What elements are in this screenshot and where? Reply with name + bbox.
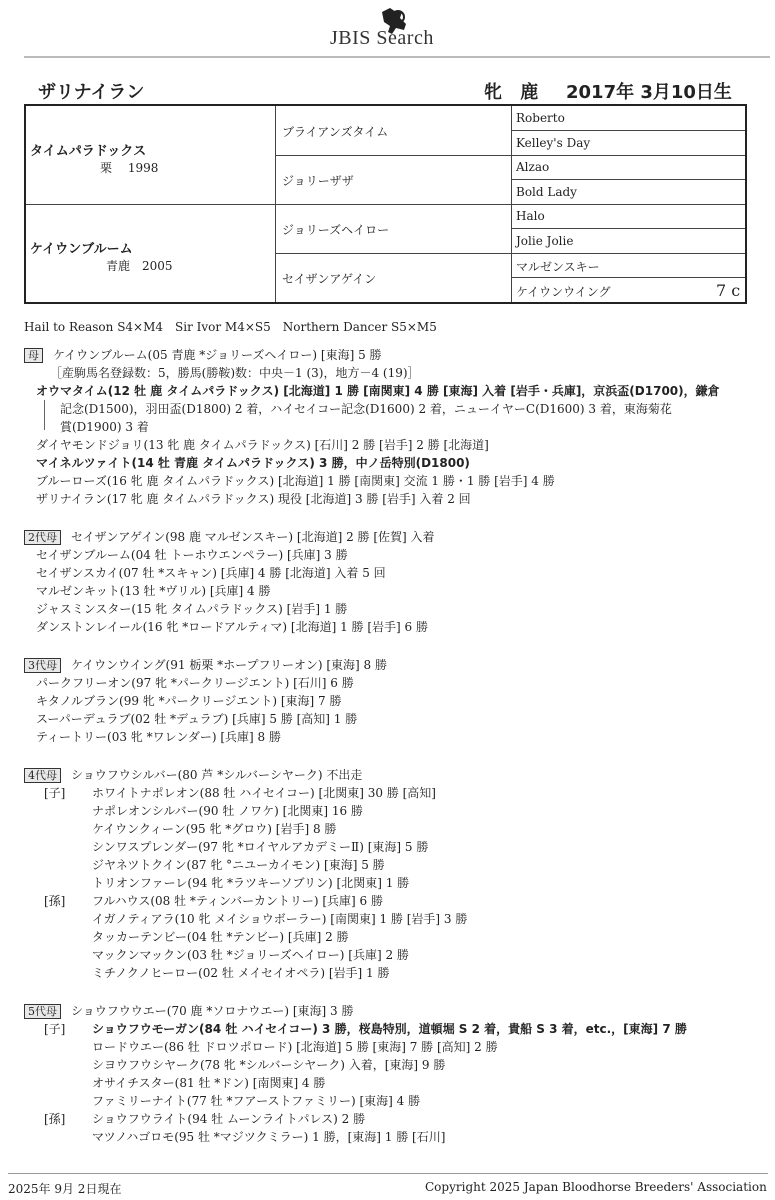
offspring-entry: シンワスプレンダー(97 牝 *ロイヤルアカデミーⅡ) [東海] 5 勝 (92, 840, 429, 854)
offspring-entry: ファミリーナイト(77 牡 *フアーストファミリー) [東海] 4 勝 (92, 1094, 421, 1108)
offspring-entry: セイザンスカイ(07 牡 *スキャン) [兵庫] 4 勝 [北海道] 入着 5 回 (36, 566, 386, 580)
family-number: 7 c (716, 281, 741, 300)
offspring-entry (92, 1020, 687, 1038)
children-label: [子] (44, 786, 66, 800)
horse-sex-color: 牝 鹿 (484, 82, 545, 103)
offspring-entry: スーパーデュラブ(02 牡 *デュラブ) [兵庫] 5 勝 [高知] 1 勝 (36, 712, 358, 726)
offspring-entry: セイザンブルーム(04 牡 トーホウエンペラー) [兵庫] 3 勝 (36, 548, 348, 562)
g3-ancestor[interactable]: Jolie Jolie (516, 234, 574, 248)
dam-sire[interactable]: ジョリーズヘイロー (282, 223, 390, 237)
offspring-entry: シヨウフウシヤーク(78 牝 *シルバーシヤーク) 入着，[東海] 9 勝 (92, 1058, 446, 1072)
section-badge: 5代母 (24, 1004, 61, 1019)
footer-date: 2025年 9月 2日現在 (8, 1182, 122, 1196)
grandchildren-label: [孫] (44, 1112, 66, 1126)
offspring-entry: マックンマックン(03 牡 *ジョリーズヘイロー) [兵庫] 2 勝 (92, 948, 409, 962)
offspring-entry: ダイヤモンドジョリ(13 牝 鹿 タイムパラドックス) [石川] 2 勝 [岩手] 2 勝 [北海道] (36, 438, 489, 452)
g3-ancestor[interactable]: Alzao (516, 160, 550, 174)
sire-sire[interactable]: ブライアンズタイム (282, 125, 389, 139)
inbreeding-info: Hail to Reason S4×M4 Sir Ivor M4×S5 Northern Dancer S5×M5 (24, 320, 437, 334)
offspring-entry: イガノティアラ(10 牝 メイショウボーラー) [南関東] 1 勝 [岩手] 3 勝 (92, 912, 468, 926)
section-3rd-dam-header (24, 656, 387, 674)
section-2nd-dam-header (24, 528, 435, 546)
g3-ancestor[interactable]: マルゼンスキー (516, 260, 600, 274)
dam-dam[interactable]: セイザンアゲイン (282, 272, 377, 286)
offspring-entry: マルゼンキット(13 牡 *ヴリル) [兵庫] 4 勝 (36, 584, 271, 598)
offspring-entry: ショウフウライト(94 牡 ムーンライトパレス) 2 勝 (92, 1112, 366, 1126)
dam-line-entry: ケイウンブルーム(05 青鹿 *ジョリーズヘイロー) [東海] 5 勝 (53, 348, 382, 362)
offspring-entry: ダンストンレイール(16 牝 *ロードアルティマ) [北海道] 1 勝 [岩手] 6 勝 (36, 620, 428, 634)
section-badge: 2代母 (24, 530, 61, 545)
offspring-entry: タッカーテンビー(04 牡 *テンビー) [兵庫] 2 勝 (92, 930, 349, 944)
children-label: [子] (44, 1022, 66, 1036)
g3-ancestor[interactable]: Roberto (516, 111, 565, 125)
offspring-entry: ティートリー(03 牝 *ワレンダー) [兵庫] 8 勝 (36, 730, 281, 744)
sire-color-year: 栗 1998 (100, 161, 159, 175)
offspring-entry: ザリナイラン(17 牝 鹿 タイムパラドックス) 現役 [北海道] 3 勝 [岩手] 入着 2 回 (36, 492, 471, 506)
offspring-entry: オウマタイム(12 牡 鹿 タイムパラドックス) [北海道] 1 勝 [南関東] 4 勝 [東海] 入着 [岩手・兵庫]，京浜盃(D1700)，鎌倉 (36, 384, 720, 398)
header-divider (24, 56, 770, 58)
dam-color-year: 青鹿 2005 (106, 259, 173, 273)
offspring-entry: ホワイトナポレオン(88 牡 ハイセイコー) [北関東] 30 勝 [高知] (92, 786, 436, 800)
offspring-entry: フルハウス(08 牡 *ティンバーカントリー) [兵庫] 6 勝 (92, 894, 383, 908)
offspring-entry: パークフリーオン(97 牝 *パークリージエント) [石川] 6 勝 (36, 676, 354, 690)
indent-bracket (44, 400, 45, 430)
logo-text: JBIS Search (330, 27, 434, 49)
pedigree-table (24, 104, 747, 304)
offspring-entry: マツノハゴロモ(95 牡 *マジツクミラー) 1 勝，[東海] 1 勝 [石川] (92, 1130, 446, 1144)
sire-cell (30, 140, 158, 176)
offspring-entry: トリオンファーレ(94 牝 *ラツキーソブリン) [北関東] 1 勝 (92, 876, 410, 890)
sire-name[interactable]: タイムパラドックス (30, 144, 147, 159)
section-4th-dam-header (24, 766, 362, 784)
offspring-entry: ケイウンクィーン(95 牝 *グロウ) [岩手] 8 勝 (92, 822, 337, 836)
section-badge: 4代母 (24, 768, 61, 783)
offspring-entry: ロードウエー(86 牡 ドロツポロード) [北海道] 5 勝 [東海] 7 勝 [高知] 2 勝 (92, 1040, 498, 1054)
dam-cell (30, 238, 173, 274)
jbis-logo (330, 6, 460, 54)
section-dam-header (24, 346, 382, 364)
horse-birthdate: 2017年 3月10日生 (566, 82, 732, 103)
g3-ancestor[interactable]: Bold Lady (516, 185, 577, 199)
offspring-entry: マイネルツァイト(14 牡 青鹿 タイムパラドックス) 3 勝，中ノ岳特別(D1800) (36, 456, 470, 470)
section-badge: 母 (24, 348, 43, 363)
dam-name[interactable]: ケイウンブルーム (30, 242, 133, 257)
dam-line-entry: ショウフウシルバー(80 芦 *シルバーシヤーク) 不出走 (71, 768, 363, 782)
footer-copyright: Copyright 2025 Japan Bloodhorse Breeders' Association (425, 1180, 767, 1194)
g3-ancestor[interactable]: Halo (516, 209, 545, 223)
g3-ancestor[interactable]: Kelley's Day (516, 136, 591, 150)
offspring-entry-cont: 記念(D1500)，羽田盃(D1800) 2 着，ハイセイコー記念(D1600) 2 着，ニューイヤーC(D1600) 3 着，東海菊花 (60, 402, 672, 416)
notable-offspring: ショウフウモーガン(84 牡 ハイセイコー) 3 勝，桜島特別，道頓堀 S 2 着，貴船 S 3 着，etc.，[東海] 7 勝 (92, 1022, 687, 1036)
offspring-entry: ナポレオンシルバー(90 牡 ノワケ) [北関東] 16 勝 (92, 804, 363, 818)
section-5th-dam-header (24, 1002, 353, 1020)
offspring-entry: ジヤネツトクイン(87 牝 °ニユーカイモン) [東海] 5 勝 (92, 858, 385, 872)
offspring-stats: ［産駒馬名登録数：5，勝馬(勝鞍)数：中央－1 (3)，地方－4 (19)］ (50, 366, 420, 380)
dam-line-entry: ショウフウウエー(70 鹿 *ソロナウエー) [東海] 3 勝 (71, 1004, 354, 1018)
dam-line-entry: セイザンアゲイン(98 鹿 マルゼンスキー) [北海道] 2 勝 [佐賀] 入着 (71, 530, 435, 544)
offspring-entry: ジャスミンスター(15 牝 タイムパラドックス) [岩手] 1 勝 (36, 602, 348, 616)
offspring-entry: ミチノクノヒーロー(02 牡 メイセイオペラ) [岩手] 1 勝 (92, 966, 390, 980)
sire-dam[interactable]: ジョリーザザ (282, 174, 354, 188)
footer-divider (8, 1173, 768, 1174)
offspring-entry-cont: 賞(D1900) 3 着 (60, 420, 149, 434)
g3-ancestor[interactable]: ケイウンウイング (516, 285, 611, 299)
grandchildren-label: [孫] (44, 894, 66, 908)
dam-line-entry: ケイウンウイング(91 栃栗 *ホープフリーオン) [東海] 8 勝 (71, 658, 387, 672)
offspring-entry: キタノルブラン(99 牝 *パークリージエント) [東海] 7 勝 (36, 694, 342, 708)
section-badge: 3代母 (24, 658, 61, 673)
offspring-entry: オサイチスター(81 牡 *ドン) [南関東] 4 勝 (92, 1076, 326, 1090)
horse-name: ザリナイラン (38, 82, 145, 103)
offspring-entry: ブルーローズ(16 牝 鹿 タイムパラドックス) [北海道] 1 勝 [南関東] 交流 1 勝・1 勝 [岩手] 4 勝 (36, 474, 555, 488)
